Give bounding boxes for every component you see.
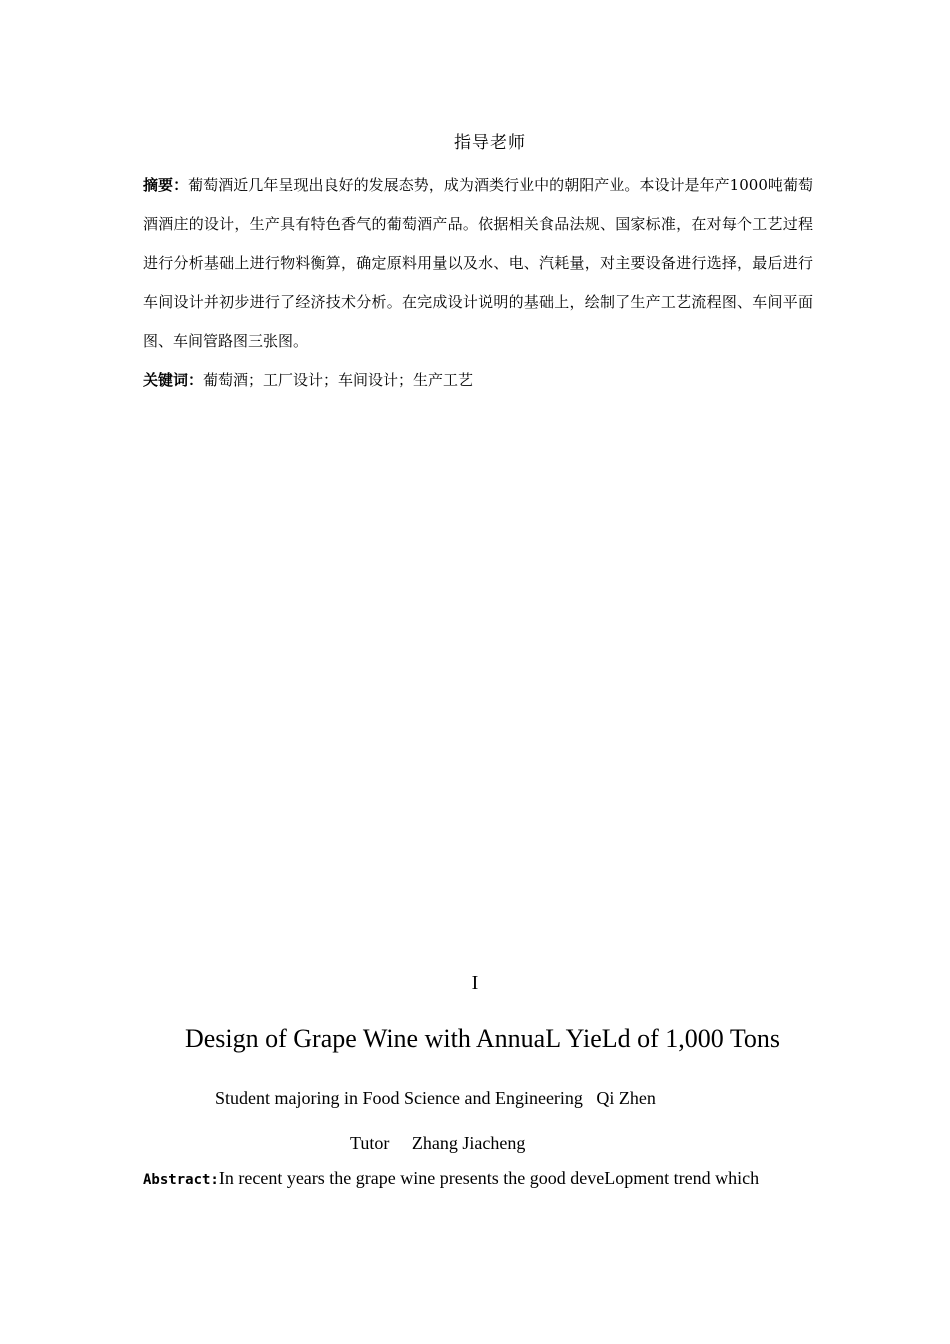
chinese-keywords-label: 关键词： xyxy=(143,371,204,389)
english-title: Design of Grape Wine with AnnuaL YieLd of 1,000 Tons xyxy=(184,1024,781,1053)
chinese-abstract-label: 摘要： xyxy=(143,176,189,194)
english-tutor-line: Tutor Zhang Jiacheng xyxy=(350,1133,526,1153)
chinese-keywords xyxy=(143,366,813,394)
english-abstract-text: In recent years the grape wine presents the good deveLopment trend which xyxy=(218,1168,760,1188)
english-abstract xyxy=(143,1168,843,1189)
english-student-line: Student majoring in Food Science and Engineering Qi Zhen xyxy=(215,1088,656,1108)
chinese-abstract xyxy=(143,166,813,361)
chinese-keywords-text: 葡萄酒；工厂设计；车间设计；生产工艺 xyxy=(203,371,474,389)
page-number: I xyxy=(471,972,479,994)
chinese-abstract-text: 葡萄酒近几年呈现出良好的发展态势，成为酒类行业中的朝阳产业。本设计是年产1000吨葡萄酒酒庄的设计，生产具有特色香气的葡萄酒产品。依据相关食品法规、国家标准，在对每个工艺过程进行分析基础上进行物料衡算，确定原料用量以及水、电、汽耗量，对主要设备进行选择，最后进行车间设计并初步进行了经济技术分析。在完成设计说明的基础上，绘制了生产工艺流程图、车间平面图、车间管路图三张图。 xyxy=(143,176,813,350)
english-abstract-label: Abstract: xyxy=(143,1172,219,1188)
advisor-label: 指导老师 xyxy=(454,133,526,153)
